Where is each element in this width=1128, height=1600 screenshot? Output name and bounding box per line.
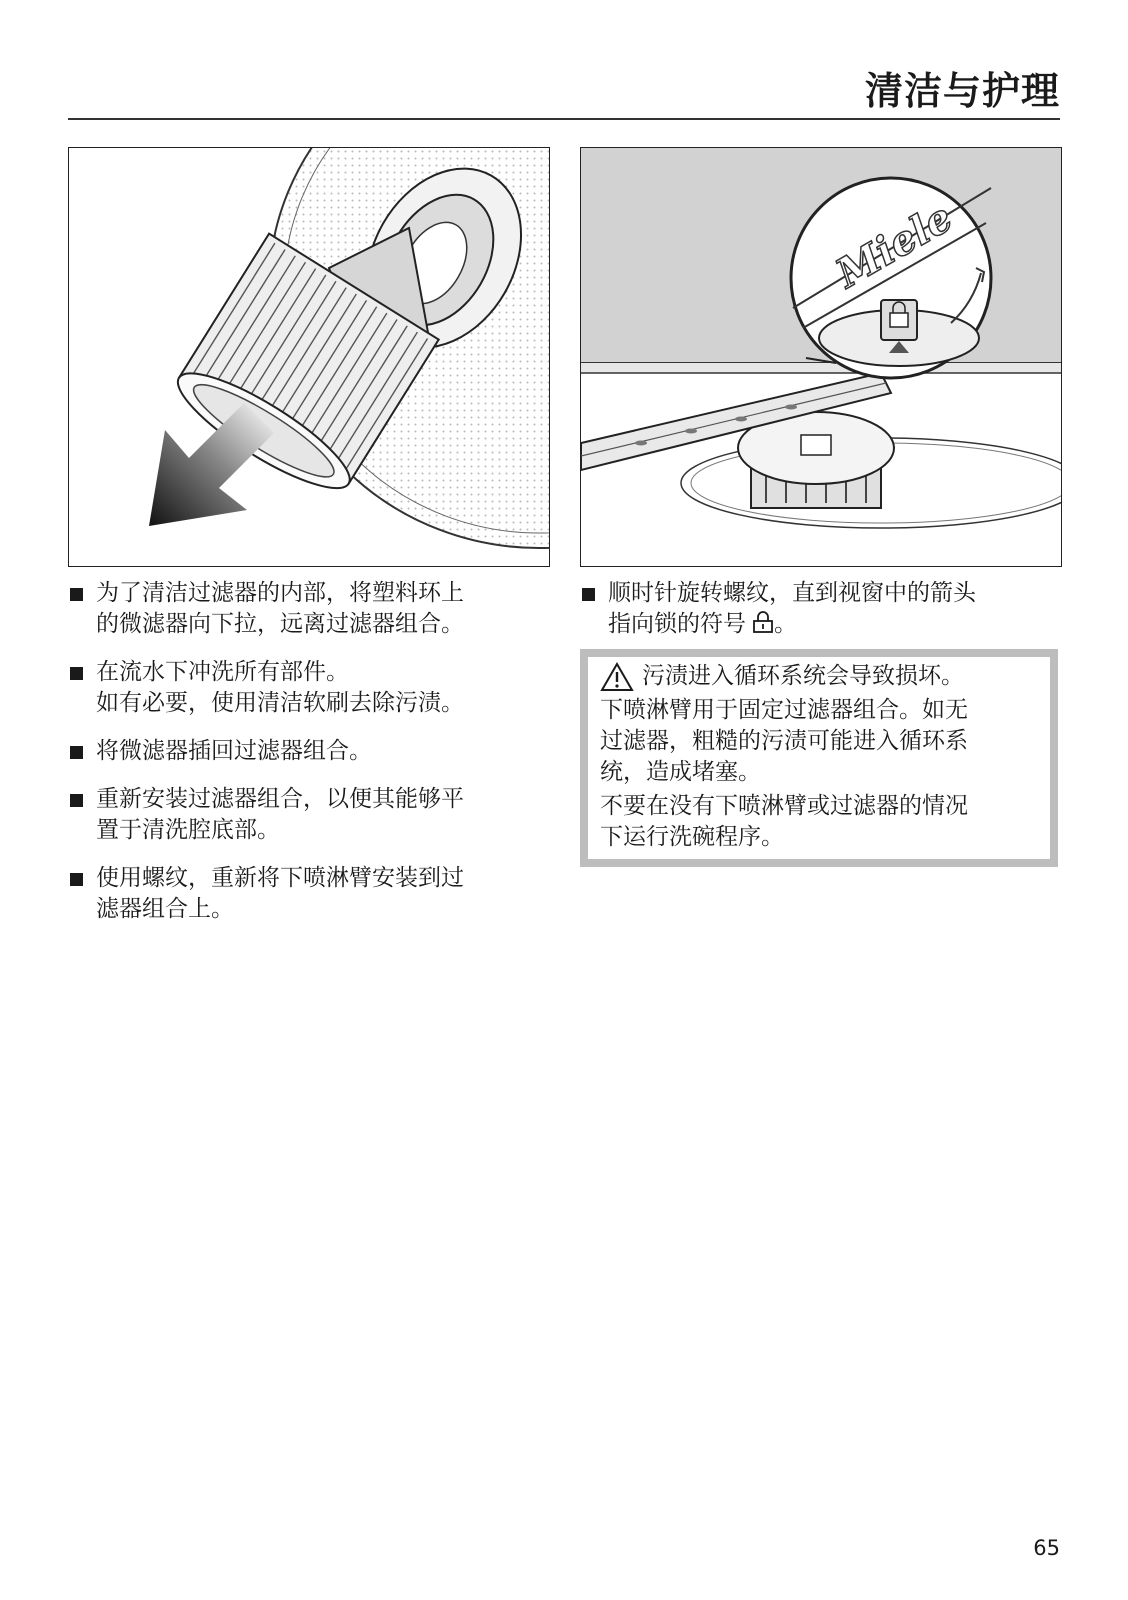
warning-heading: 污渍进入循环系统会导致损坏。	[600, 661, 1038, 692]
warning-paragraph: 下喷淋臂用于固定过滤器组合。如无 过滤器，粗糙的污渍可能进入循环系 统，造成堵塞。	[600, 697, 968, 785]
list-item: 顺时针旋转螺纹，直到视窗中的箭头 指向锁的符号 。	[580, 578, 1050, 640]
right-instruction-list	[580, 578, 1050, 657]
page-title: 清洁与护理	[864, 69, 1060, 113]
spray-arm-lock-illustration	[580, 147, 1062, 567]
list-item: 重新安装过滤器组合，以便其能够平 置于清洗腔底部。	[68, 784, 538, 846]
list-item: 将微滤器插回过滤器组合。	[68, 736, 538, 767]
left-instruction-list	[68, 578, 538, 942]
list-item: 为了清洁过滤器的内部，将塑料环上 的微滤器向下拉，远离过滤器组合。	[68, 578, 538, 640]
page-number: 65	[1033, 1536, 1060, 1560]
warning-triangle-icon	[600, 662, 634, 692]
warning-box	[580, 649, 1058, 867]
brand-logo-text: Miele	[828, 193, 961, 298]
list-item: 在流水下冲洗所有部件。 如有必要，使用清洁软刷去除污渍。	[68, 657, 538, 719]
warning-paragraph: 不要在没有下喷淋臂或过滤器的情况 下运行洗碗程序。	[600, 793, 968, 850]
header-divider	[68, 118, 1060, 120]
spray-arm-drawing	[581, 148, 1061, 566]
lock-icon	[752, 610, 774, 634]
list-item: 使用螺纹，重新将下喷淋臂安装到过 滤器组合上。	[68, 863, 538, 925]
filter-removal-drawing	[69, 148, 549, 566]
filter-removal-illustration	[68, 147, 550, 567]
